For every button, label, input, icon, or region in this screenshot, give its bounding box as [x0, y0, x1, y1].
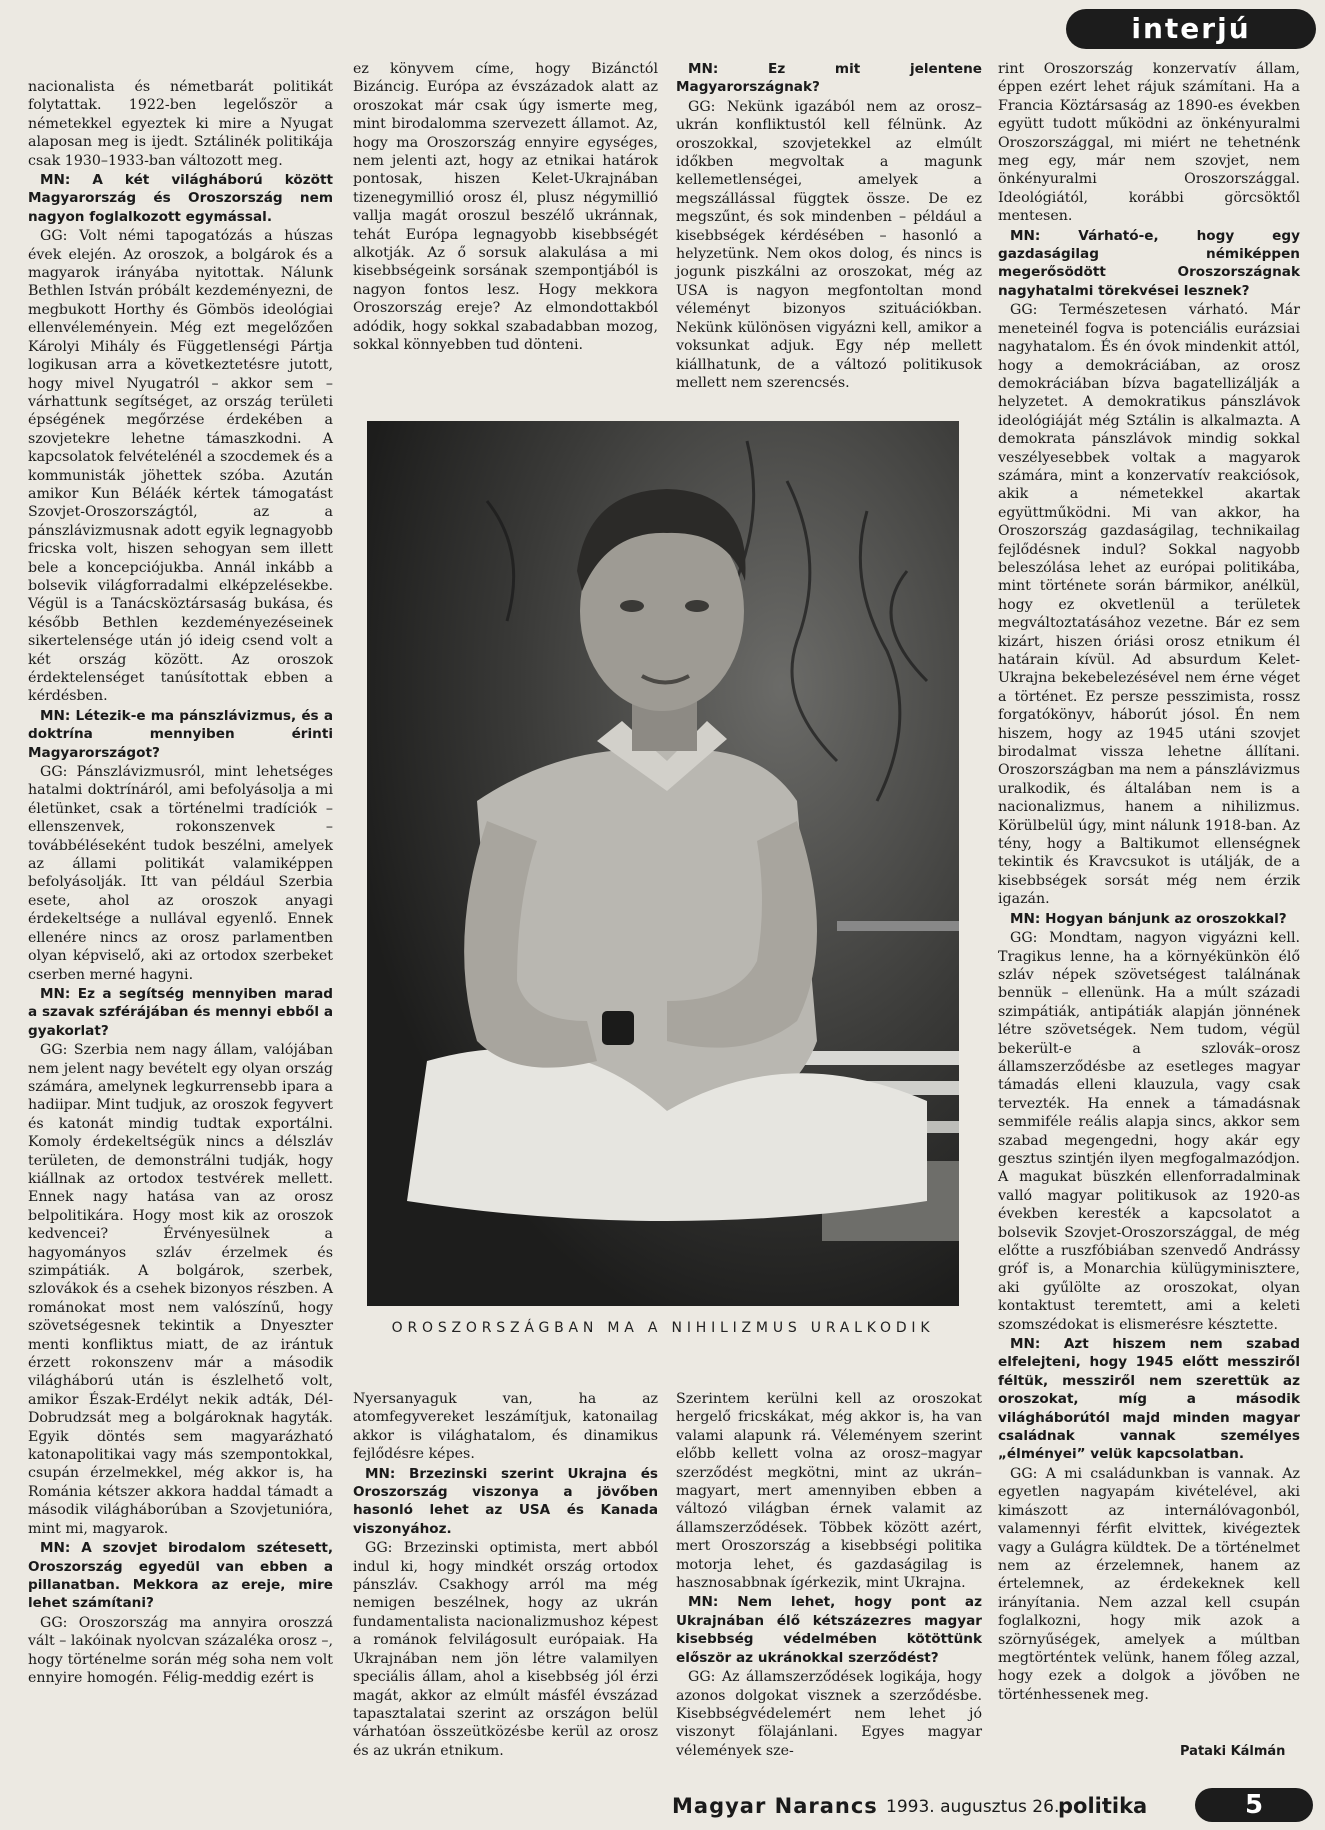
interview-question: MN: Nem lehet, hogy pont az Ukrajnában élő kétszázezres magyar kisebbség védelmében kötöttünk először az ukránokkal szerződést?: [676, 1594, 982, 1666]
paragraph: GG: Szerbia nem nagy állam, valójában nem jelent nagy bevételt egy olyan ország számára, amelynek legkurrensebb ipara a hadiipar. Mint tudjuk, az oroszok fegyvert és katonát mindig tudtak exportálni. Komoly érdekeltségük nincs a délszláv területen, de demonstrálni tudják, hogy kiállnak az ortodox testvérek mellett. Ennek nagy hatása van az orosz belpolitikára. Hogy most kik az oroszok kedvencei? Érvényesülnek a hagyományos szláv érzelmek és szimpátiák. A bolgárok, szerbek, szlovákok és a csehek bizonyos részben. A románokat most nem valószínű, hogy szövetségesnek tekintik a Dnyeszter menti konfliktus miatt, de az irántuk érzett rokonszenv már a második világháború után is észlelhető volt, amikor Észak-Erdélyt nekik adták, Dél-Dobrudzsát meg a bolgároknak hagyták. Egyik döntés sem magyarázható katonapolitikai vagy más szempontokkal, csupán érzelmekkel, még akkor is, ha Románia kétszer akkora haddal támadt a második világháborúban a Szovjetunióra, mint mi, magyarok.: [28, 1042, 333, 1537]
paragraph: Nyersanyaguk van, ha az atomfegyvereket leszámítjuk, katonailag akkor is világhatalom, és dinamikus fejlődésre képes.: [353, 1391, 658, 1463]
paragraph: nacionalista és németbarát politikát folytattak. 1922-ben legelőször a németekkel egyeztek ki mire a Nyugat alaposan meg is ijedt. Sztálinék politikája csak 1930–1933-ban változott meg.: [28, 79, 333, 169]
interview-question: MN: Ez a segítség mennyiben marad a szavak szférájában és mennyi ebből a gyakorlat?: [28, 985, 333, 1039]
photo-caption: OROSZORSZÁGBAN MA A NIHILIZMUS URALKODIK: [391, 1320, 935, 1336]
interview-question: MN: A szovjet birodalom szétesett, Oroszország egyedül van ebben a pillanatban. Mekkora az ereje, mire lehet számítani?: [28, 1540, 333, 1612]
paragraph: GG: A mi családunkban is vannak. Az egyetlen nagyapám kivételével, aki kimászott az internálóvagonból, valamennyi férfit elvittek, kivégeztek vagy a Gulágra küldtek. De a történelmet nem az érzelemnek, hanem az értelemnek, az érdekeknek kell irányítania. Nem azzal kell csupán foglalkozni, hogy mik azok a szörnyűségek, amelyek a múltban megtörténtek velünk, hanem főleg azzal, hogy ezek a dolgok a jövőben ne történhessenek meg.: [998, 1465, 1300, 1703]
page-number: 5: [1195, 1788, 1313, 1822]
interview-question: MN: Várható-e, hogy egy gazdaságilag némiképpen megerősödött Oroszországnak nagyhatalmi törekvései lesznek?: [998, 227, 1300, 299]
paragraph: GG: Oroszország ma annyira oroszzá vált – lakóinak nyolcvan százaléka orosz –, hogy történelme során még soha nem volt ennyire homogén. Félig-meddig ezért is: [28, 1614, 333, 1686]
interview-question: MN: A két világháború között Magyarország és Oroszország nem nagyon foglalkozott egymással.: [28, 172, 333, 225]
paragraph: ez könyvem címe, hogy Bizánctól Bizáncig. Európa az évszázadok alatt az oroszokat már csak úgy ismerte meg, mint birodalomma szervezett államot. Az, hogy ma Oroszország ennyire egységes, nem jelenti azt, hogy az etnikai határok pontosak, hiszen Kelet-Ukrajnában tizenegymillió orosz él, plusz négymillió vallja magát oroszul beszélő ukránnak, tehát Európa legnagyobb kisebbségét alkotják. Az ő sorsuk alakulása a mi kisebbségeink sorsának szempontjából is nagyon fontos lesz. Hogy mekkora Oroszország ereje? Az elmondottakból adódik, hogy sokkal szabadabban mozog, sokkal könnyebben tud dönteni.: [353, 61, 658, 354]
article-column-2-top: [353, 60, 658, 356]
paragraph: GG: Volt némi tapogatózás a húszas évek elején. Az oroszok, a bolgárok és a magyarok irányába nyitottak. Nálunk Bethlen István próbált kezdeményezni, de megbukott Horthy és Gömbös ideológiai ellenvéleményein. Még ezt megelőzően Károlyi Mihály és Függetlenségi Pártja logikusan arra a következtetésre jutott, hogy mivel Nyugatról – akkor sem – várhattunk segítséget, az ország területi épségének megőrzése érdekében a szovjetekre lehetne támaszkodni. A kapcsolatok felvételénél a szocdemek és a kommunisták jöhettek szóba. Azután amikor Kun Béláék kértek támogatást Szovjet-Oroszországtól, az a pánszlávizmusnak adott egyik legnagyobb fricska volt, hiszen sehogyan sem illett bele a koncepciójukba. Annál inkább a bolsevik világforradalmi elképzelésekbe. Végül is a Tanácsköztársaság bukása, és később Bethlen kezdeményezéseinek sikertelensége után jó ideig csend volt a két ország között. Az oroszok érdektelenséget tanúsítottak ebben a kérdésben.: [28, 228, 333, 705]
issue-date: 1993. augusztus 26.: [886, 1797, 1060, 1817]
article-column-2-bottom: [353, 1390, 658, 1761]
article-column-3-top: [676, 60, 982, 393]
paragraph: GG: Brzezinski optimista, mert abból indul ki, hogy mindkét ország ortodox pánszláv. Csakhogy arról ma még nemigen beszélnek, hogy az ukrán fundamentalista nacionalizmushoz képest a románok felvilágosult európaiak. Ha Ukrajnában nem jön létre valamilyen speciális állam, ahol a kisebbség jól érzi magát, akkor az elmúlt másfél évszázad tapasztalatai szerint az országon belül várhatóan összeütközésbe kerül az orosz és az ukrán etnikum.: [353, 1540, 658, 1759]
paragraph: GG: Nekünk igazából nem az orosz–ukrán konfliktustól kell félnünk. Az oroszokkal, szovjetekkel az elmúlt időkben megvoltak a magunk kellemetlenségei, amelyek a megszállással függtek össze. De ez megszűnt, és sok mindenben – például a kisebbségek kérdésében – hasonló a helyzetünk. Nem okos dolog, és nincs is jogunk piszkálni az oroszokat, még az USA is nagyon megfontoltan mond véleményt bizonyos szituációkban. Nekünk különösen vigyázni kell, amikor a voksunkat adjuk. Egy nép mellett kiállhatunk, de a változó politikusok mellett nem szerencsés.: [676, 98, 982, 391]
interview-question: MN: Azt hiszem nem szabad elfelejteni, hogy 1945 előtt messziről féltük, messziről nem szerettük az oroszokat, míg a második világháborútól majd minden magyar családnak vannak személyes „élményei” velük kapcsolatban.: [998, 1336, 1300, 1463]
portrait-illustration: [367, 421, 959, 1306]
interview-question: MN: Ez mit jelentene Magyarországnak?: [676, 61, 982, 96]
magazine-name: Magyar Narancs: [672, 1794, 878, 1818]
portrait-photo: [367, 421, 959, 1306]
interview-question: MN: Hogyan bánjunk az oroszokkal?: [1010, 910, 1287, 927]
interview-question: MN: Létezik-e ma pánszlávizmus, és a doktrína mennyiben érinti Magyarországot?: [28, 707, 333, 761]
section-name: politika: [1058, 1794, 1148, 1818]
paragraph: GG: Pánszlávizmusról, mint lehetséges hatalmi doktrínáról, ami befolyásolja a mi életünket, csak a történelmi tradíciók – ellenszenvek, rokonszenvek – továbbéléseként tudok beszélni, amelyek az állami politikát valamiképpen befolyásolják. Itt van például Szerbia esete, ahol az oroszok anyagi érdekeltsége a nullával egyenlő. Ennek ellenére nincs az orosz parlamentben olyan képviselő, aki az ortodox szerbeket cserben merné hagyni.: [28, 764, 333, 983]
section-badge: interjú: [1066, 9, 1316, 49]
page-footer: [0, 1788, 1325, 1828]
paragraph: GG: Természetesen várható. Már meneteinél fogva is potenciális eurázsiai nagyhatalom. És én óvok mindenkit attól, hogy a demokráciában, az orosz demokráciában bízva bagatellizálják a helyzetet. A demokratikus pánszlávok ideológiáját még Sztálin is alkalmazta. A demokrata pánszlávok mindig sokkal veszélyesebbek voltak a magyarok számára, mint a konzervatív reakciósok, akik a németekkel akartak együttműködni. Mi van akkor, ha Oroszország gazdaságilag, technikailag fejlődésnek indul? Sokkal nagyobb beleszólása lehet az európai politikába, mint története során bármikor, anélkül, hogy ez okvetlenül a területek megváltoztatásához vezetne. Bár ez sem kizárt, hiszen óriási orosz etnikum él határain kívül. Ad absurdum Kelet-Ukrajna bekebelezésével nem érne véget a történet. Ez persze pesszimista, rossz forgatókönyv, háborút jósol. Én nem hiszem, hogy az 1945 utáni szovjet birodalmat vissza lehetne állítani. Oroszországban ma nem a pánszlávizmus uralkodik, és általában nem is a nacionalizmus, hanem a nihilizmus. Körülbelül úgy, mint nálunk 1918-ban. Az tény, hogy a Baltikumot ellenségnek tekintik és Kravcsukot is utálják, de a kisebbségek sorsát még nem érzik igazán.: [998, 302, 1300, 908]
interview-question: MN: Brzezinski szerint Ukrajna és Oroszország viszonya a jövőben hasonló lehet az USA és Kanada viszonyához.: [353, 1465, 658, 1537]
paragraph: GG: Az államszerződések logikája, hogy azonos dolgokat visznek a szerződésbe. Kisebbségvédelemért nem lehet jó viszonyt fölajánlani. Egyes magyar vélemények sze-: [676, 1669, 982, 1759]
paragraph: GG: Mondtam, nagyon vigyázni kell. Tragikus lenne, ha a környékünkön élő szláv népek szövetségest találnának bennük – ellenünk. Ha a múlt századi szimpátiák, antipátiák alapján jönnének létre szövetségek. Nem tudom, végül bekerült-e a szlovák–orosz államszerződésbe az esetleges magyar támadás elleni klauzula, vagy csak tervezték. Ha ennek a támadásnak semmiféle reális alapja sincs, akkor sem szabad megengedni, hogy akár egy gesztus szintjén ilyen megfogalmazódjon. A magukat büszkén ellenforradalminak valló magyar politikusok az 1920-as években keresték a kapcsolatot a bolsevik Szovjet-Oroszországgal, de még előtte a ruszfóbiában szenvedő Andrássy gróf is, a Monarchia külügyminisztere, aki gyűlölte az oroszokat, olyan kontaktust teremtett, ami a keleti szomszédokat is elismerésre késztette.: [998, 930, 1300, 1333]
paragraph: rint Oroszország konzervatív állam, éppen ezért lehet rájuk számítani. Ha a Francia Köztársaság az 1890-es években együtt tudott működni az önkényuralmi Oroszországgal, mi miért ne tehetnénk meg egy, már nem szovjet, nem önkényuralmi Oroszországgal. Ideológiától, korábbi görcsöktől mentesen.: [998, 61, 1300, 225]
author-byline: Pataki Kálmán: [1180, 1744, 1286, 1759]
article-column-4: [998, 60, 1300, 1705]
article-column-1: [28, 78, 333, 1688]
paragraph: Szerintem kerülni kell az oroszokat hergelő fricskákat, még akkor is, ha van valami alapunk rá. Véleményem szerint előbb kellett volna az orosz–magyar szerződést megkötni, mint az ukrán–magyart, mert amennyiben ebben a változó világban érnek valamit az államszerződések. Többek között azért, mert Oroszország a kisebbségi politika motorja lehet, és gazdaságilag is hasznosabbnak ígérkezik, mint Ukrajna.: [676, 1391, 982, 1592]
article-column-3-bottom: [676, 1390, 982, 1761]
